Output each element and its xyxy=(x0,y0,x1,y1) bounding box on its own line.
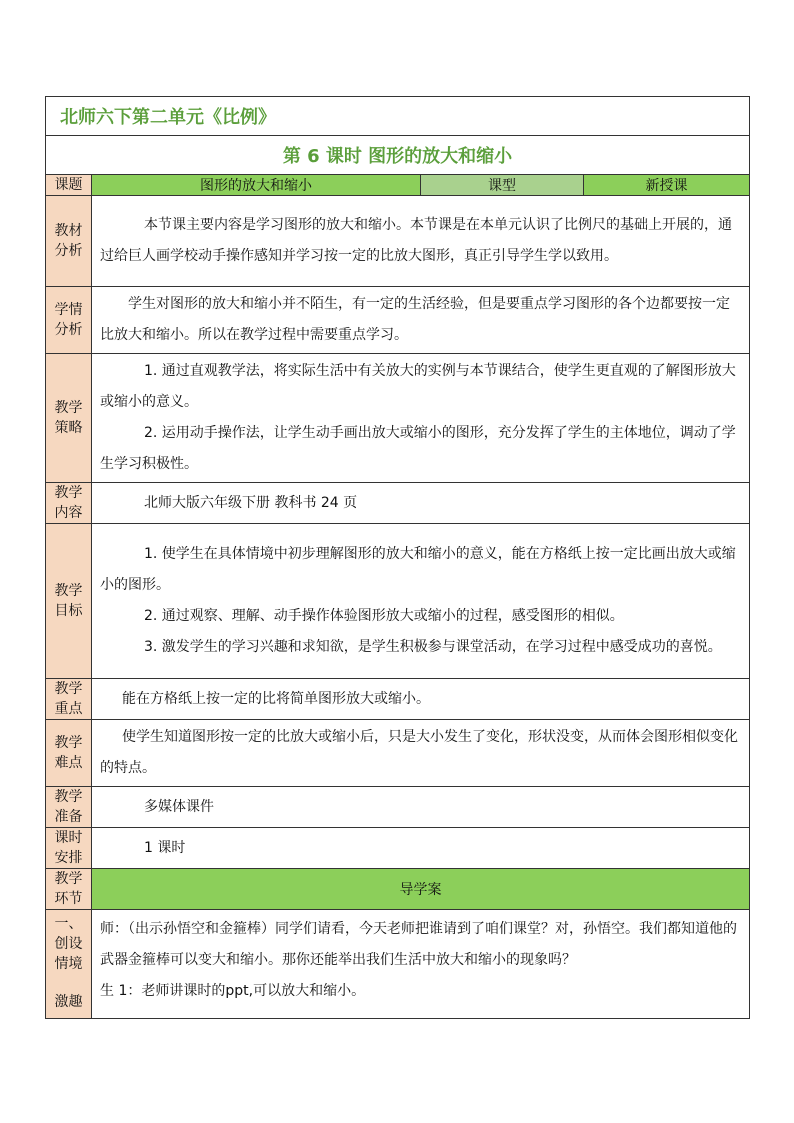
goals-label: 教学 目标 xyxy=(46,524,92,679)
students-row xyxy=(46,287,750,354)
type-label: 课型 xyxy=(421,175,584,196)
lesson-title: 第 6 课时 图形的放大和缩小 xyxy=(46,136,750,175)
strategy-text xyxy=(92,354,750,483)
students-text xyxy=(92,287,750,354)
stage-header: 导学案 xyxy=(92,869,750,910)
strategy-point-1: 1. 通过直观教学法，将实际生活中有关放大的实例与本节课结合，使学生更直观的了解图形放大或缩小的意义。 xyxy=(100,363,736,410)
content-row xyxy=(46,483,750,524)
step1-label-bottom: 激趣 xyxy=(54,994,83,1010)
difficulty-row xyxy=(46,720,750,787)
lesson-plan-table xyxy=(45,96,750,1019)
unit-title-text: 北师六下第二单元《比例》 xyxy=(60,107,276,128)
step1-label xyxy=(46,910,92,1019)
content-label: 教学 内容 xyxy=(46,483,92,524)
prep-row xyxy=(46,787,750,828)
goal-3: 3. 激发学生的学习兴趣和求知欲，是学生积极参与课堂活动，在学习过程中感受成功的喜悦。 xyxy=(144,639,722,655)
difficulty-text xyxy=(92,720,750,787)
lesson-plan-page xyxy=(45,96,749,1019)
strategy-label: 教学 策略 xyxy=(46,354,92,483)
key-point-text xyxy=(92,679,750,720)
material-paragraph: 本节课主要内容是学习图形的放大和缩小。本节课是在本单元认识了比例尺的基础上开展的，通过给巨人画学校动手操作感知并学习按一定的比放大图形，真正引导学生学以致用。 xyxy=(100,217,732,264)
key-point-label: 教学 重点 xyxy=(46,679,92,720)
students-paragraph: 学生对图形的放大和缩小并不陌生，有一定的生活经验，但是要重点学习图形的各个边都要按一定比放大和缩小。所以在教学过程中需要重点学习。 xyxy=(100,296,730,343)
topic-row xyxy=(46,175,750,196)
prep-label: 教学 准备 xyxy=(46,787,92,828)
step1-label-top: 一、 创设 情境 xyxy=(54,916,83,972)
difficulty-paragraph: 使学生知道图形按一定的比放大或缩小后，只是大小发生了变化，形状没变，从而体会图形相似变化的特点。 xyxy=(100,729,738,776)
step1-text xyxy=(92,910,750,1019)
material-label: 教材 分析 xyxy=(46,196,92,287)
strategy-row xyxy=(46,354,750,483)
content-text xyxy=(92,483,750,524)
material-text xyxy=(92,196,750,287)
step1-row xyxy=(46,910,750,1019)
unit-title xyxy=(46,97,750,136)
prep-text xyxy=(92,787,750,828)
goals-row xyxy=(46,524,750,679)
stage-label: 教学 环节 xyxy=(46,869,92,910)
stage-row xyxy=(46,869,750,910)
difficulty-label: 教学 难点 xyxy=(46,720,92,787)
hours-paragraph: 1 课时 xyxy=(144,839,186,856)
goal-1: 1. 使学生在具体情境中初步理解图形的放大和缩小的意义，能在方格纸上按一定比画出放大或缩小的图形。 xyxy=(100,546,736,593)
key-point-row xyxy=(46,679,750,720)
topic-label: 课题 xyxy=(46,175,92,196)
goals-text xyxy=(92,524,750,679)
step1-student-line: 生 1：老师讲课时的ppt,可以放大和缩小。 xyxy=(100,983,366,999)
strategy-point-2: 2. 运用动手操作法，让学生动手画出放大或缩小的图形，充分发挥了学生的主体地位，调动了学生学习积极性。 xyxy=(100,425,736,472)
material-row xyxy=(46,196,750,287)
students-label: 学情 分析 xyxy=(46,287,92,354)
content-paragraph: 北师大版六年级下册 教科书 24 页 xyxy=(144,494,358,511)
hours-label: 课时 安排 xyxy=(46,828,92,869)
prep-paragraph: 多媒体课件 xyxy=(144,798,214,815)
key-point-paragraph: 能在方格纸上按一定的比将简单图形放大或缩小。 xyxy=(122,690,430,707)
hours-row xyxy=(46,828,750,869)
hours-text xyxy=(92,828,750,869)
step1-teacher-line: 师：（出示孙悟空和金箍棒）同学们请看，今天老师把谁请到了咱们课堂？对，孙悟空。我们都知道他的武器金箍棒可以变大和缩小。那你还能举出我们生活中放大和缩小的现象吗？ xyxy=(100,921,737,968)
goal-2: 2. 通过观察、理解、动手操作体验图形放大或缩小的过程，感受图形的相似。 xyxy=(144,608,624,624)
topic-value: 图形的放大和缩小 xyxy=(92,175,421,196)
type-value: 新授课 xyxy=(584,175,750,196)
